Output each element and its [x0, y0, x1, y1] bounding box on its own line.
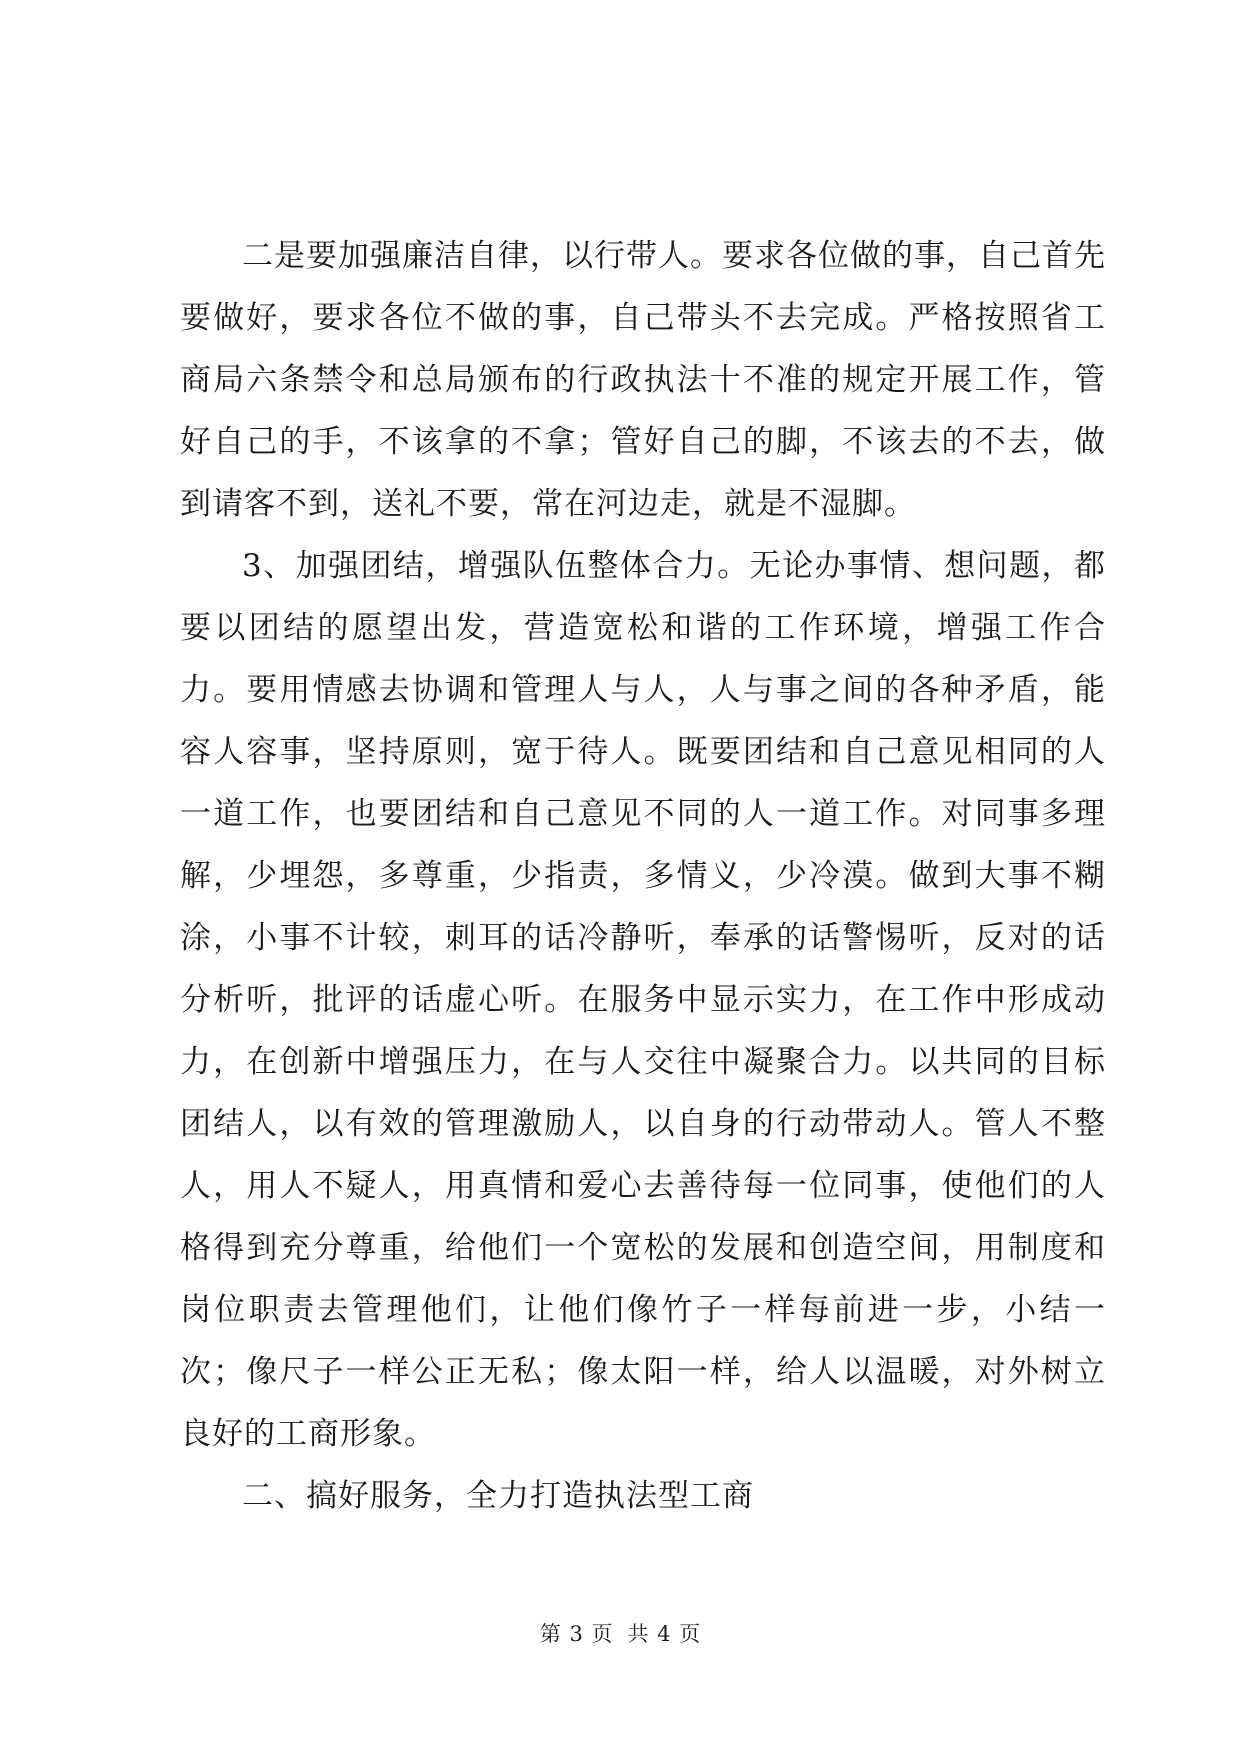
- page-footer: [0, 1618, 1241, 1648]
- page-total: 共 4 页: [627, 1622, 702, 1646]
- paragraph-integrity-discipline: 二是要加强廉洁自律，以行带人。要求各位做的事，自己首先要做好，要求各位不做的事，自己带头不去完成。严格按照省工商局六条禁令和总局颁布的行政执法十不准的规定开展工作，管好自己的手，不该拿的不拿；管好自己的脚，不该去的不去，做到请客不到，送礼不要，常在河边走，就是不湿脚。: [180, 238, 1106, 522]
- paragraph-team-unity: 3、加强团结，增强队伍整体合力。无论办事情、想问题，都要以团结的愿望出发，营造宽松和谐的工作环境，增强工作合力。要用情感去协调和管理人与人，人与事之间的各种矛盾，能容人容事，坚持原则，宽于待人。既要团结和自己意见相同的人一道工作，也要团结和自己意见不同的人一道工作。对同事多理解，少埋怨，多尊重，少指责，多情义，少冷漠。做到大事不糊涂，小事不计较，刺耳的话冷静听，奉承的话警惕听，反对的话分析听，批评的话虚心听。在服务中显示实力，在工作中形成动力，在创新中增强压力，在与人交往中凝聚合力。以共同的目标团结人，以有效的管理激励人，以自身的行动带动人。管人不整人，用人不疑人，用真情和爱心去善待每一位同事，使他们的人格得到充分尊重，给他们一个宽松的发展和创造空间，用制度和岗位职责去管理他们，让他们像竹子一样每前进一步，小结一次；像尺子一样公正无私；像太阳一样，给人以温暖，对外树立良好的工商形象。: [180, 548, 1106, 1452]
- document-body: [180, 225, 1106, 1527]
- section-heading-service: 二、搞好服务，全力打造执法型工商: [242, 1478, 754, 1514]
- page-number: 第 3 页: [539, 1622, 614, 1646]
